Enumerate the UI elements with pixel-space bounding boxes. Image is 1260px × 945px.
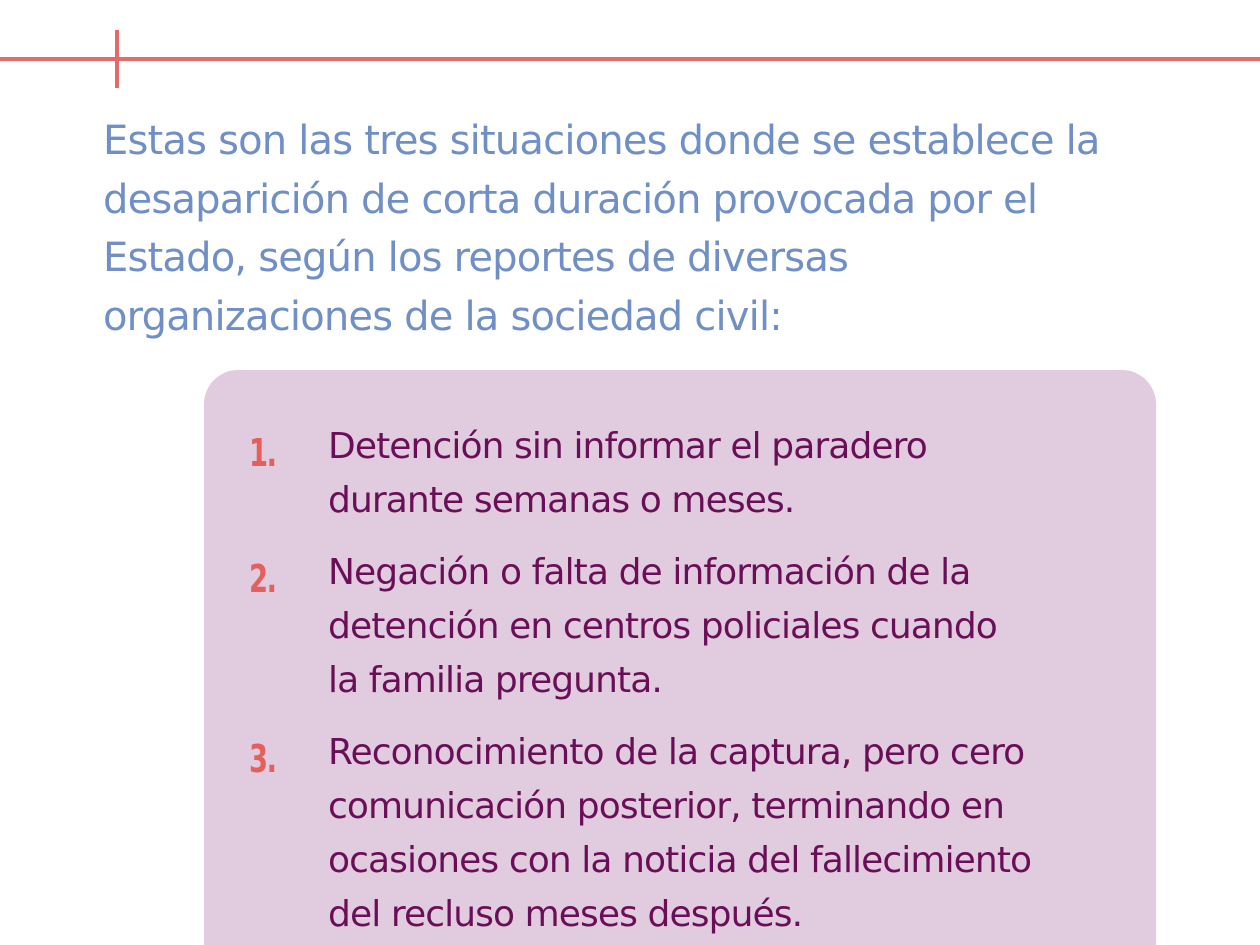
top-rule-divider [0, 57, 1260, 61]
situations-card [204, 370, 1156, 945]
item-number: 1. [249, 431, 276, 475]
intro-paragraph: Estas son las tres situaciones donde se establece la desaparición de corta duración provocada por el Estado, según los reportes de diversas organizaciones de la sociedad civil: [103, 118, 1100, 340]
item-text: Negación o falta de información de la detención en centros policiales cuando la familia pregunta. [328, 552, 997, 701]
item-text: Reconocimiento de la captura, pero cero comunicación posterior, terminando en ocasiones con la noticia del fallecimiento del recluso meses después. [328, 732, 1032, 935]
top-rule-tick [115, 30, 119, 88]
item-number: 2. [249, 557, 276, 601]
item-text: Detención sin informar el paradero durante semanas o meses. [328, 426, 927, 521]
item-number: 3. [249, 737, 276, 781]
